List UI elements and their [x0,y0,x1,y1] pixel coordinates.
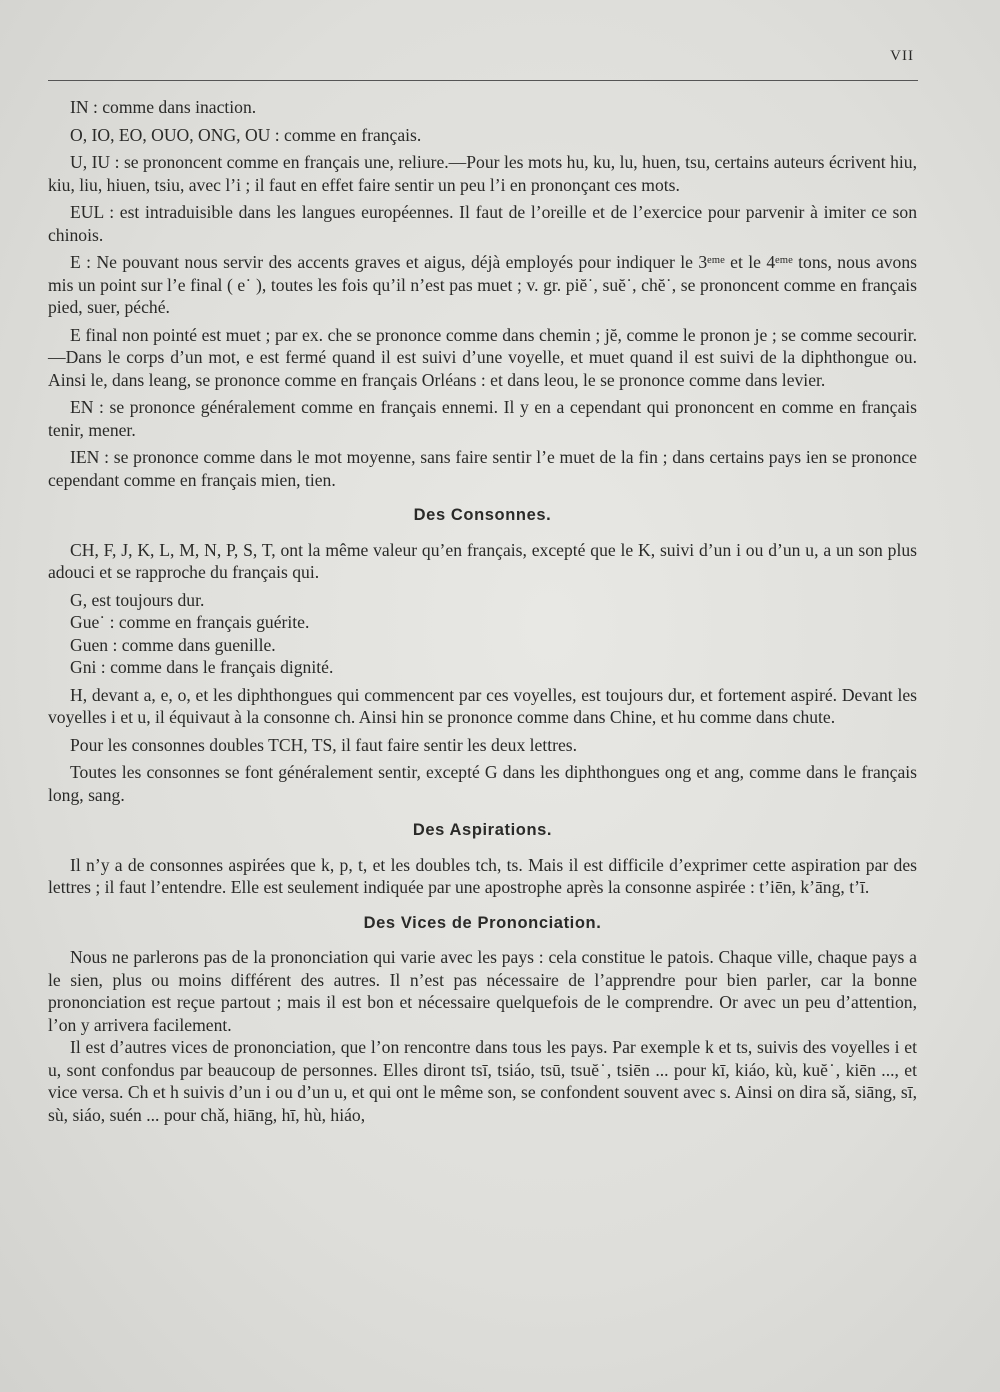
heading-vices: Des Vices de Prononciation. [363,913,602,932]
paragraph-u-iu: U, IU : se prononcent comme en français une, reliure.—Pour les mots hu, ku, lu, huen, tsu, certains auteurs écrivent hiu, kiu, liu, hiuen, tsiu, avec l’i ; il faut en effet faire sentir un peu l’i en prononçant ces mots. [48,152,917,195]
paragraph-h: H, devant a, e, o, et les diphthongues qui commencent par ces voyelles, est toujours dur, et fortement aspiré. Devant les voyelles i et u, il équivaut à la consonne ch. Ainsi hin se prononce comme dans Chine, et hu comme dans chute. [48,684,917,727]
paragraph-consonnes: CH, F, J, K, L, M, N, P, S, T, ont la même valeur qu’en français, excepté que le K, suivi d’un i ou d’un u, a un son plus adouci et se rapproche du français qui. [48,539,917,582]
paragraph-g: G, est toujours dur. [70,589,205,610]
paragraph-o-io: O, IO, EO, OUO, ONG, OU : comme en français. [70,124,422,145]
paragraph-ien: IEN : se prononce comme dans le mot moyenne, sans faire sentir l’e muet de la fin ; dans certains pays ien se prononce cependant comme en français mien, tien. [48,447,917,490]
paragraph-gni: Gni : comme dans le français dignité. [70,657,334,677]
paragraph-autres-vices: Il est d’autres vices de prononciation, que l’on rencontre dans tous les pays. Par exemple k et ts, suivis des voyelles i et u, sont confondus par beaucoup de personnes. Elles diront tsī, tsiáo, tsū, tsuĕ˙, tsiēn ... pour kī, kiáo, kù, kuĕ˙, kiēn ..., et vice versa. Ch et h suivis d’un i ou d’un u, et qui ont le même son, se confondent souvent avec s. Ainsi on dira sǎ, siāng, sī, sù, siáo, suén ... pour chǎ, hiāng, hī, hù, hiáo, [48,1037,917,1125]
heading-consonnes: Des Consonnes. [413,506,552,524]
paragraph-tch-ts: Pour les consonnes doubles TCH, TS, il faut faire sentir les deux lettres. [70,734,578,755]
paragraph-e-final: E final non pointé est muet ; par ex. che se prononce comme dans chemin ; jĕ, comme le pronon je ; se comme secourir.—Dans le corps d’un mot, e est fermé quand il est suivi d’une voyelle, et muet quand il est suivi de la diphthongue ou. Ainsi le, dans leang, se prononce comme en français Orléans : et dans leou, le se prononce comme dans levier. [48,324,917,390]
paragraph-gue: Gue˙ : comme en français guérite. [70,612,310,632]
page-body [48,96,917,1131]
paragraph-toutes-consonnes: Toutes les consonnes se font généralement sentir, excepté G dans les diphthongues ong et ang, comme dans le français long, sang. [48,762,917,805]
heading-aspirations: Des Aspirations. [412,821,553,839]
page-number: VII [890,48,914,64]
paragraph-patois: Nous ne parlerons pas de la prononciation qui varie avec les pays : cela constitue le patois. Chaque ville, chaque pays a le sien, plus ou moins différent des autres. Il n’est pas nécessaire de l’apprendre pour bien parler, car la bonne prononciation est reçue partout ; mais il est bon et nécessaire quelquefois de le comprendre. Or avec un peu d’attention, l’on y arrivera facilement. [48,947,917,1035]
paragraph-en: EN : se prononce généralement comme en français ennemi. Il y en a cependant qui prononcent en comme en français tenir, mener. [48,397,917,440]
paragraph-eul: EUL : est intraduisible dans les langues européennes. Il faut de l’oreille et de l’exercice pour parvenir à imiter ce son chinois. [48,202,917,245]
paragraph-aspirations: Il n’y a de consonnes aspirées que k, p, t, et les doubles tch, ts. Mais il est difficile d’exprimer cette aspiration par des lettres ; il faut l’entendre. Elle est seulement indiquée par une apostrophe après la consonne aspirée : t’iēn, k’āng, t’ī. [48,854,917,897]
paragraph-guen: Guen : comme dans guenille. [70,634,276,655]
header-rule [48,80,918,81]
paragraph-in: IN : comme dans inaction. [70,97,257,117]
paragraph-e: E : Ne pouvant nous servir des accents graves et aigus, déjà employés pour indiquer le 3ᵉᵐᵉ et le 4ᵉᵐᵉ tons, nous avons mis un point sur l’e final ( e˙ ), toutes les fois qu’il n’est pas muet ; v. gr. piĕ˙, suĕ˙, chĕ˙, se prononcent comme en français pied, suer, péché. [48,252,917,317]
